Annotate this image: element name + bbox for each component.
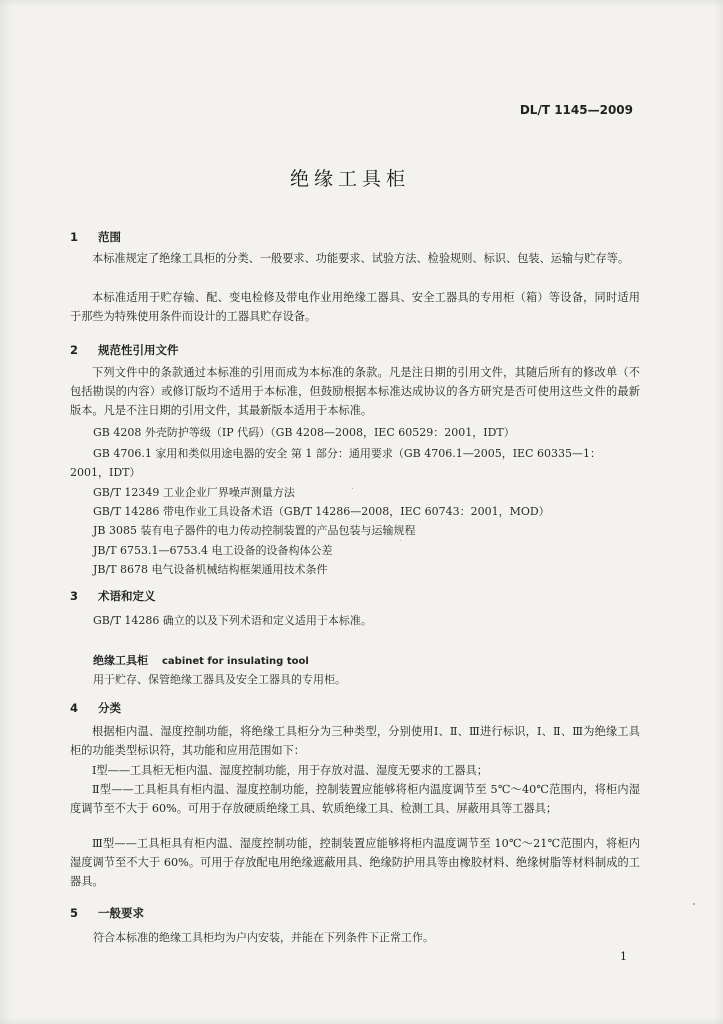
type-3-description: Ⅲ型——工具柜具有柜内温、湿度控制功能，控制装置应能够将柜内温度调节至 10℃～21℃范围内，将柜内湿度调节至不大于 60%。可用于存放配电用绝缘遮蔽用具、绝缘防护用具等由橡胶材料、绝缘树脂等材料制成的工器具。 bbox=[70, 837, 640, 888]
scan-speck bbox=[352, 488, 353, 489]
reference-item: JB 3085 装有电子器件的电力传动控制装置的产品包装与运输规程 bbox=[93, 524, 416, 537]
reference-item: GB 4208 外壳防护等级（IP 代码）（GB 4208—2008，IEC 60529：2001，IDT） bbox=[93, 426, 515, 439]
section-title: 一般要求 bbox=[98, 906, 144, 920]
section-number: 2 bbox=[70, 343, 79, 357]
term-entry bbox=[93, 652, 309, 668]
reference-item: GB/T 14286 带电作业工具设备术语（GB/T 14286—2008，IEC 60743：2001，MOD） bbox=[93, 505, 550, 518]
section-2-heading bbox=[70, 342, 179, 358]
section-3-paragraph-1: GB/T 14286 确立的以及下列术语和定义适用于本标准。 bbox=[93, 614, 372, 627]
document-title: 绝缘工具柜 bbox=[289, 168, 410, 190]
section-number: 3 bbox=[70, 589, 79, 603]
scan-speck bbox=[693, 903, 695, 905]
section-title: 分类 bbox=[98, 701, 121, 715]
section-number: 1 bbox=[70, 230, 79, 244]
reference-item: GB 4706.1 家用和类似用途电器的安全 第 1 部分：通用要求（GB 4706.1—2005，IEC 60335—1： bbox=[93, 447, 601, 460]
section-4-paragraph-1: 根据柜内温、湿度控制功能，将绝缘工具柜分为三种类型，分别使用Ⅰ、Ⅱ、Ⅲ进行标识，Ⅰ、Ⅱ、Ⅲ为绝缘工具柜的功能类型标识符，其功能和应用范围如下： bbox=[70, 725, 640, 757]
reference-item: JB/T 8678 电气设备机械结构框架通用技术条件 bbox=[93, 563, 328, 576]
section-4-heading bbox=[70, 700, 121, 716]
section-3-heading bbox=[70, 588, 156, 604]
section-number: 4 bbox=[70, 701, 79, 715]
section-title: 范围 bbox=[98, 230, 121, 244]
reference-item: JB/T 6753.1—6753.4 电工设备的设备构体公差 bbox=[93, 544, 333, 557]
type-1-description: Ⅰ型——工具柜无柜内温、湿度控制功能，用于存放对温、湿度无要求的工器具； bbox=[92, 764, 488, 777]
term-chinese: 绝缘工具柜 bbox=[93, 654, 148, 667]
section-5-paragraph-1: 符合本标准的绝缘工具柜均为户内安装，并能在下列条件下正常工作。 bbox=[93, 931, 434, 944]
section-title: 术语和定义 bbox=[98, 589, 156, 603]
section-1-heading bbox=[70, 229, 121, 245]
reference-item-continuation: 2001，IDT） bbox=[70, 466, 141, 479]
section-1-paragraph-2: 本标准适用于贮存输、配、变电检修及带电作业用绝缘工器具、安全工器具的专用柜（箱）等设备，同时适用于那些为特殊使用条件而设计的工器具贮存设备。 bbox=[70, 291, 640, 323]
term-definition: 用于贮存、保管绝缘工器具及安全工器具的专用柜。 bbox=[93, 673, 346, 686]
term-english: cabinet for insulating tool bbox=[162, 656, 309, 667]
section-1-paragraph-1: 本标准规定了绝缘工具柜的分类、一般要求、功能要求、试验方法、检验规则、标识、包装、运输与贮存等。 bbox=[92, 252, 630, 265]
page-number: 1 bbox=[620, 950, 627, 963]
standard-number: DL/T 1145—2009 bbox=[519, 103, 633, 117]
section-number: 5 bbox=[70, 906, 79, 920]
reference-item: GB/T 12349 工业企业厂界噪声测量方法 bbox=[93, 486, 295, 499]
section-title: 规范性引用文件 bbox=[98, 343, 179, 357]
section-2-paragraph-1: 下列文件中的条款通过本标准的引用而成为本标准的条款。凡是注日期的引用文件，其随后所有的修改单（不包括勘误的内容）或修订版均不适用于本标准，但鼓励根据本标准达成协议的各方研究是否可使用这些文件的最新版本。凡是不注日期的引用文件，其最新版本适用于本标准。 bbox=[70, 366, 640, 417]
section-5-heading bbox=[70, 905, 144, 921]
type-2-description: Ⅱ型——工具柜具有柜内温、湿度控制功能，控制装置应能够将柜内温度调节至 5℃～40℃范围内，将柜内湿度调节至不大于 60%。可用于存放硬质绝缘工具、软质绝缘工具、检测工具、屏蔽用具等工器具； bbox=[70, 783, 640, 815]
scan-speck bbox=[400, 540, 401, 541]
